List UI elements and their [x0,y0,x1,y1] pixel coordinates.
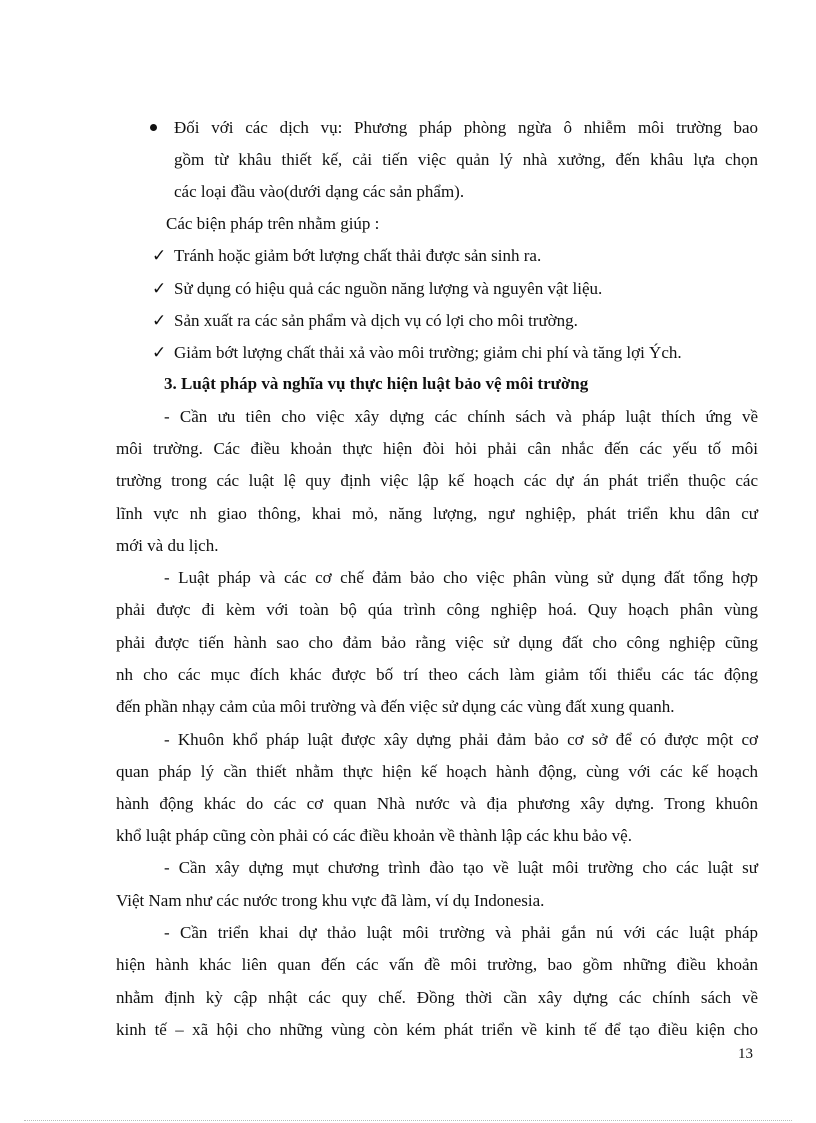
p2-line-5: đến phần nhạy cảm của môi trường và đến việc sử dụng các vùng đất xung quanh. [116,697,675,716]
p3-line-2: quan pháp lý cần thiết nhằm thực hiện kế hoạch hành động, cùng với các kế hoạch [116,762,758,781]
footer-divider [24,1120,792,1121]
check-item-2: Sử dụng có hiệu quả các nguồn năng lượng và nguyên vật liệu. [174,279,603,298]
check-item-4: Giảm bớt lượng chất thải xả vào môi trường; giảm chi phí và tăng lợi Ých. [174,343,682,362]
p4-line-1: - Cần xây dựng mụt chương trình đào tạo về luật môi trường cho các luật sư [164,858,758,877]
p1-line-4: lĩnh vực nh giao thông, khai mỏ, năng lượng, ngư nghiệp, phát triển khu dân cư [116,504,758,523]
checkmark-icon: ✓ [152,343,167,362]
bullet-line-1: Đối với các dịch vụ: Phương pháp phòng ngừa ô nhiễm môi trường bao [174,118,758,137]
p4-line-2: Việt Nam như các nước trong khu vực đã làm, ví dụ Indonesia. [116,891,545,910]
checkmark-icon: ✓ [152,311,167,330]
checkmark-icon: ✓ [152,279,167,298]
p5-line-1: - Cần triển khai dự thảo luật môi trường và phải gắn nú với các luật pháp [164,923,758,942]
check-item-3: Sản xuất ra các sản phẩm và dịch vụ có lợi cho môi trường. [174,311,578,330]
p3-line-4: khổ luật pháp cũng còn phải có các điều khoản về thành lập các khu bảo vệ. [116,826,632,845]
checkmark-icon: ✓ [152,246,167,265]
p2-line-2: phải được đi kèm với toàn bộ qúa trình công nghiệp hoá. Quy hoạch phân vùng [116,600,758,619]
check-item-1: Tránh hoặc giảm bớt lượng chất thải được sản sinh ra. [174,246,542,265]
intro-line: Các biện pháp trên nhằm giúp : [166,214,380,233]
p5-line-4: kinh tế – xã hội cho những vùng còn kém phát triển về kinh tế để tạo điều kiện cho [116,1020,758,1039]
p5-line-3: nhằm định kỳ cập nhật các quy chế. Đồng thời cần xây dựng các chính sách về [116,988,758,1007]
p2-line-1: - Luật pháp và các cơ chế đảm bảo cho việc phân vùng sử dụng đất tổng hợp [164,568,758,587]
bullet-line-2: gồm từ khâu thiết kế, cải tiến việc quản lý nhà xưởng, đến khâu lựa chọn [174,150,758,169]
bullet-line-3: các loại đầu vào(dưới dạng các sản phẩm). [174,182,465,201]
p1-line-5: mới và du lịch. [116,536,219,555]
p5-line-2: hiện hành khác liên quan đến các vấn đề môi trường, bao gồm những điều khoản [116,955,758,974]
p2-line-3: phải được tiến hành sao cho đảm bảo rằng việc sử dụng đất cho công nghiệp cũng [116,633,758,652]
section-heading: 3. Luật pháp và nghĩa vụ thực hiện luật bảo vệ môi trường [164,374,589,393]
p2-line-4: nh cho các mục đích khác được bố trí theo cách làm giảm tối thiểu các tác động [116,665,758,684]
page-number: 13 [738,1046,753,1062]
p3-line-1: - Khuôn khổ pháp luật được xây dựng phải đảm bảo cơ sở để có được một cơ [164,730,758,749]
bullet-dot-icon [150,124,157,131]
p1-line-1: - Cần ưu tiên cho việc xây dựng các chính sách và pháp luật thích ứng về [164,407,758,426]
p1-line-2: môi trường. Các điều khoản thực hiện đòi hỏi phải cân nhắc đến các yếu tố môi [116,439,758,458]
p1-line-3: trường trong các luật lệ quy định việc lập kế hoạch các dự án phát triển thuộc các [116,471,758,490]
p3-line-3: hành động khác do các cơ quan Nhà nước và địa phương xây dựng. Trong khuôn [116,794,758,813]
